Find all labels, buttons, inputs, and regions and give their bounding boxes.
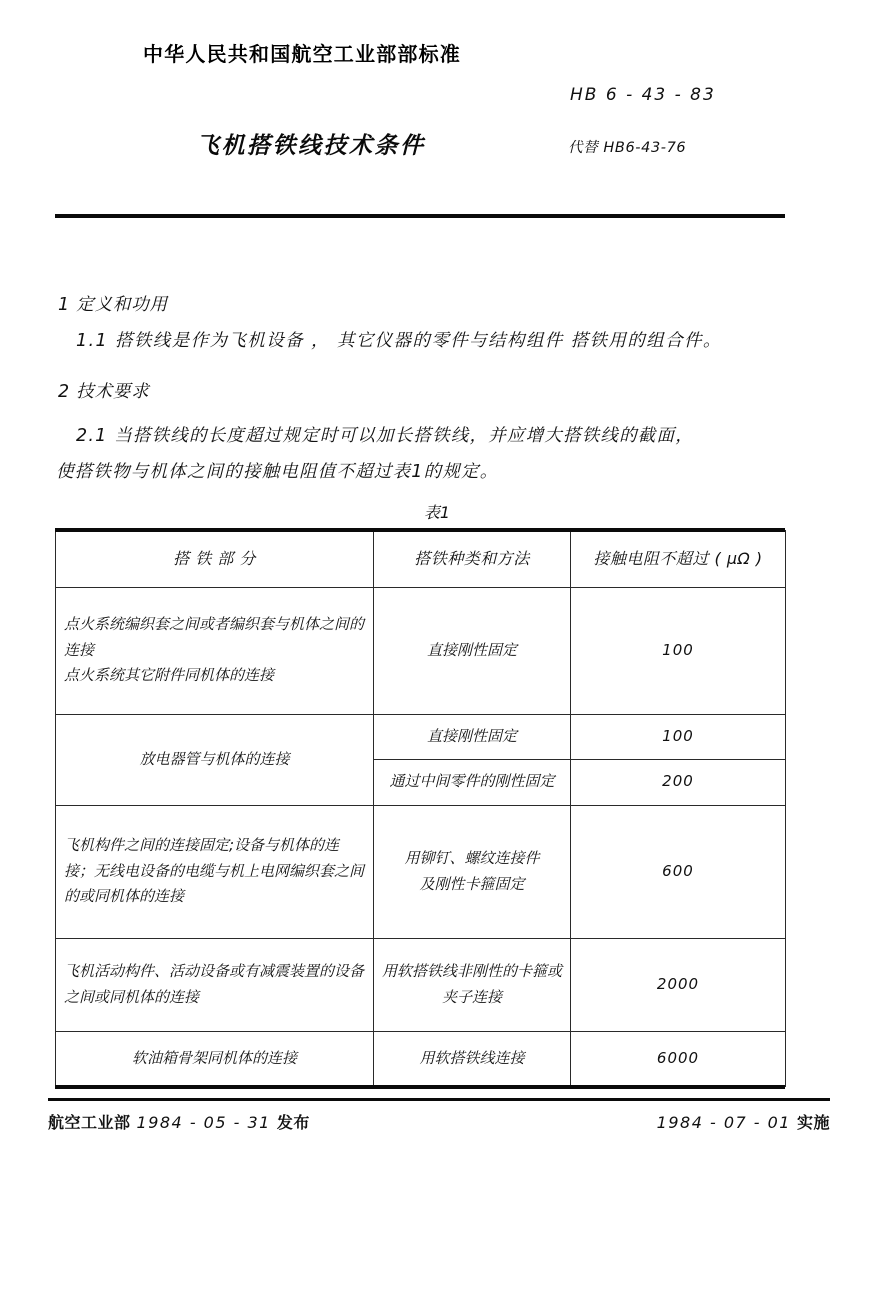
- cell-part: 放电器管与机体的连接: [56, 714, 374, 805]
- table-row: [56, 1031, 786, 1086]
- clause-2-1-line-2: 使搭铁物与机体之间的接触电阻值不超过表1的规定。: [56, 462, 499, 482]
- footer-divider-rule: [48, 1098, 830, 1101]
- cell-method: 用软搭铁线非刚性的卡箍或夹子连接: [374, 938, 571, 1031]
- section-2-heading: 2 技术要求: [58, 382, 150, 402]
- footer-organization: 航空工业部: [48, 1113, 131, 1132]
- header-divider-rule: [55, 214, 785, 218]
- table-header-part: 搭 铁 部 分: [56, 531, 374, 588]
- footer-effective-date: 1984 - 07 - 01: [656, 1113, 791, 1132]
- cell-method: 直接刚性固定: [374, 587, 571, 714]
- cell-part: 点火系统编织套之间或者编织套与机体之间的连接 点火系统其它附件同机体的连接: [56, 587, 374, 714]
- table-header-row: [56, 531, 786, 588]
- table-row: [56, 714, 786, 760]
- clause-1-1-text: 1.1 搭铁线是作为飞机设备 ， 其它仪器的零件与结构组件 搭铁用的组合件。: [76, 331, 722, 351]
- cell-part: 软油箱骨架同机体的连接: [56, 1031, 374, 1086]
- footer-issue-date: 1984 - 05 - 31: [136, 1113, 271, 1132]
- cell-part: 飞机构件之间的连接固定;设备与机体的连接；无线电设备的电缆与机上电网编织套之间的或同机体的连接: [56, 805, 374, 938]
- table-row: [56, 938, 786, 1031]
- cell-resistance: 100: [571, 587, 786, 714]
- section-1-heading: 1 定义和功用: [58, 295, 168, 315]
- cell-resistance: 200: [571, 760, 786, 806]
- cell-part: 飞机活动构件、活动设备或有减震装置的设备之间或同机体的连接: [56, 938, 374, 1031]
- footer-effective-label: 实施: [796, 1113, 830, 1132]
- cell-method: 直接刚性固定: [374, 714, 571, 760]
- footer-issue-block: [48, 1110, 310, 1133]
- standard-number: HB 6 - 43 - 83: [570, 85, 716, 105]
- document-title: 飞机搭铁线技术条件: [196, 133, 426, 159]
- cell-method: 用铆钉、螺纹连接件 及刚性卡箍固定: [374, 805, 571, 938]
- footer-effective-block: [651, 1110, 830, 1133]
- ministry-heading: 中华人民共和国航空工业部部标准: [143, 42, 461, 66]
- replaces-standard: 代替 HB6-43-76: [568, 140, 687, 156]
- table-header-resistance: 接触电阻不超过 ( μΩ ): [571, 531, 786, 588]
- cell-resistance: 600: [571, 805, 786, 938]
- cell-resistance: 6000: [571, 1031, 786, 1086]
- cell-resistance: 100: [571, 714, 786, 760]
- cell-resistance: 2000: [571, 938, 786, 1031]
- table-header-method: 搭铁种类和方法: [374, 531, 571, 588]
- table-row: [56, 587, 786, 714]
- table-row: [56, 805, 786, 938]
- grounding-resistance-table: [55, 530, 786, 1087]
- cell-method: 通过中间零件的刚性固定: [374, 760, 571, 806]
- spec-table-wrapper: [55, 530, 785, 1087]
- cell-method: 用软搭铁线连接: [374, 1031, 571, 1086]
- footer-issue-label: 发布: [276, 1113, 310, 1132]
- table-caption: 表1: [423, 503, 451, 522]
- clause-2-1-line-1: 2.1 当搭铁线的长度超过规定时可以加长搭铁线，并应增大搭铁线的截面，: [76, 426, 694, 446]
